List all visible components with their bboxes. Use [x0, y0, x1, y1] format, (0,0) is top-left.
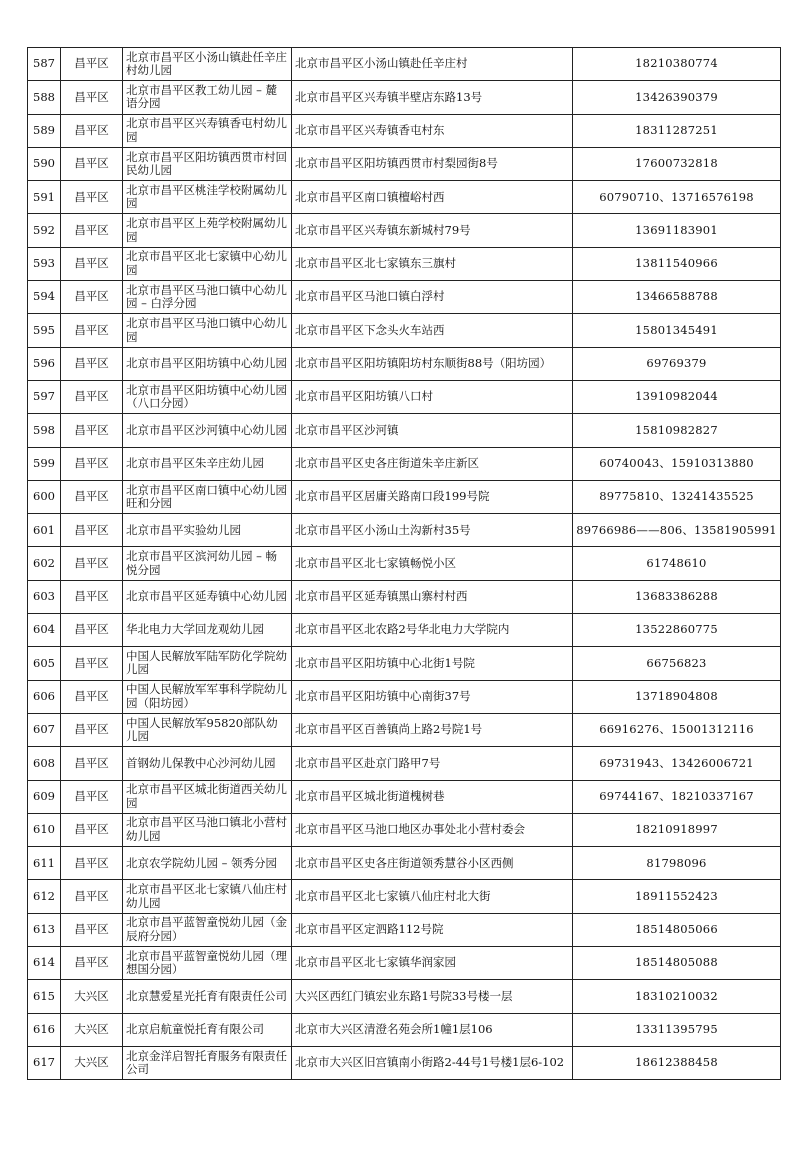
row-number: 604: [28, 614, 61, 647]
table-row: [28, 314, 781, 347]
table-row: [28, 147, 781, 180]
table-row: [28, 580, 781, 613]
table-row: [28, 81, 781, 114]
kindergarten-name-cell: 北京市昌平区桃洼学校附属幼儿园: [123, 181, 292, 214]
kindergarten-name-cell: 北京市昌平区阳坊镇西贯市村回民幼儿园: [123, 147, 292, 180]
address-cell: 北京市昌平区阳坊镇西贯市村梨园街8号: [292, 147, 573, 180]
district-cell: 昌平区: [61, 114, 123, 147]
phone-cell: 69744167、18210337167: [573, 780, 781, 813]
table-row: [28, 913, 781, 946]
address-cell: 北京市昌平区百善镇尚上路2号院1号: [292, 713, 573, 746]
row-number: 615: [28, 980, 61, 1013]
kindergarten-name-cell: 北京市昌平区延寿镇中心幼儿园: [123, 580, 292, 613]
address-cell: 北京市昌平区定泗路112号院: [292, 913, 573, 946]
kindergarten-name-cell: 北京市昌平区沙河镇中心幼儿园: [123, 414, 292, 447]
address-cell: 北京市昌平区南口镇檀峪村西: [292, 181, 573, 214]
kindergarten-name-cell: 北京市昌平区教工幼儿园 – 麓语分园: [123, 81, 292, 114]
kindergarten-name-cell: 北京金洋启智托育服务有限责任公司: [123, 1046, 292, 1079]
address-cell: 北京市昌平区史各庄街道朱辛庄新区: [292, 447, 573, 480]
row-number: 592: [28, 214, 61, 247]
address-cell: 北京市昌平区阳坊镇中心南街37号: [292, 680, 573, 713]
kindergarten-name-cell: 北京市昌平区城北街道西关幼儿园: [123, 780, 292, 813]
address-cell: 北京市昌平区北七家镇东三旗村: [292, 247, 573, 280]
address-cell: 北京市昌平区史各庄街道领秀慧谷小区西侧: [292, 847, 573, 880]
district-cell: 昌平区: [61, 181, 123, 214]
table-row: [28, 614, 781, 647]
phone-cell: 61748610: [573, 547, 781, 580]
row-number: 610: [28, 813, 61, 846]
table-row: [28, 947, 781, 980]
row-number: 608: [28, 747, 61, 780]
table-row: [28, 1013, 781, 1046]
district-cell: 昌平区: [61, 214, 123, 247]
kindergarten-name-cell: 华北电力大学回龙观幼儿园: [123, 614, 292, 647]
kindergarten-name-cell: 北京市昌平区北七家镇中心幼儿园: [123, 247, 292, 280]
table-row: [28, 647, 781, 680]
table-row: [28, 813, 781, 846]
phone-cell: 18514805066: [573, 913, 781, 946]
district-cell: 大兴区: [61, 1046, 123, 1079]
kindergarten-name-cell: 北京市昌平区阳坊镇中心幼儿园: [123, 347, 292, 380]
phone-cell: 15810982827: [573, 414, 781, 447]
phone-cell: 13311395795: [573, 1013, 781, 1046]
phone-cell: 69769379: [573, 347, 781, 380]
row-number: 614: [28, 947, 61, 980]
row-number: 613: [28, 913, 61, 946]
district-cell: 昌平区: [61, 48, 123, 81]
address-cell: 北京市昌平区小汤山镇赴任辛庄村: [292, 48, 573, 81]
table-row: [28, 980, 781, 1013]
phone-cell: 89766986——806、13581905991: [573, 514, 781, 547]
district-cell: 昌平区: [61, 380, 123, 413]
phone-cell: 66916276、15001312116: [573, 713, 781, 746]
phone-cell: 60790710、13716576198: [573, 181, 781, 214]
phone-cell: 13691183901: [573, 214, 781, 247]
row-number: 601: [28, 514, 61, 547]
address-cell: 北京市昌平区兴寿镇香屯村东: [292, 114, 573, 147]
row-number: 598: [28, 414, 61, 447]
kindergarten-name-cell: 北京市昌平区北七家镇八仙庄村幼儿园: [123, 880, 292, 913]
row-number: 593: [28, 247, 61, 280]
district-cell: 昌平区: [61, 414, 123, 447]
address-cell: 北京市昌平区北七家镇八仙庄村北大街: [292, 880, 573, 913]
table-row: [28, 1046, 781, 1079]
district-cell: 昌平区: [61, 580, 123, 613]
table-row: [28, 547, 781, 580]
address-cell: 北京市大兴区清澄名苑会所1幢1层106: [292, 1013, 573, 1046]
row-number: 612: [28, 880, 61, 913]
table-row: [28, 480, 781, 513]
district-cell: 昌平区: [61, 847, 123, 880]
table-row: [28, 347, 781, 380]
address-cell: 北京市昌平区兴寿镇东新城村79号: [292, 214, 573, 247]
table-row: [28, 880, 781, 913]
kindergarten-name-cell: 北京市昌平区马池口镇中心幼儿园 – 白浮分园: [123, 281, 292, 314]
table-row: [28, 114, 781, 147]
kindergarten-name-cell: 北京启航童悦托育有限公司: [123, 1013, 292, 1046]
district-cell: 昌平区: [61, 780, 123, 813]
row-number: 606: [28, 680, 61, 713]
row-number: 590: [28, 147, 61, 180]
address-cell: 北京市昌平区马池口镇白浮村: [292, 281, 573, 314]
phone-cell: 13426390379: [573, 81, 781, 114]
table-row: [28, 514, 781, 547]
phone-cell: 13466588788: [573, 281, 781, 314]
phone-cell: 18911552423: [573, 880, 781, 913]
kindergarten-name-cell: 北京慧爱星光托育有限责任公司: [123, 980, 292, 1013]
table-row: [28, 680, 781, 713]
table-row: [28, 214, 781, 247]
phone-cell: 18514805088: [573, 947, 781, 980]
row-number: 589: [28, 114, 61, 147]
row-number: 600: [28, 480, 61, 513]
row-number: 605: [28, 647, 61, 680]
table-row: [28, 181, 781, 214]
district-cell: 昌平区: [61, 713, 123, 746]
address-cell: 北京市昌平区阳坊镇阳坊村东顺街88号（阳坊园）: [292, 347, 573, 380]
row-number: 597: [28, 380, 61, 413]
row-number: 602: [28, 547, 61, 580]
phone-cell: 66756823: [573, 647, 781, 680]
address-cell: 北京市昌平区北农路2号华北电力大学院内: [292, 614, 573, 647]
table-body: [28, 48, 781, 1080]
district-cell: 昌平区: [61, 813, 123, 846]
address-cell: 北京市大兴区旧宫镇南小街路2-44号1号楼1层6-102: [292, 1046, 573, 1079]
address-cell: 北京市昌平区北七家镇华润家园: [292, 947, 573, 980]
address-cell: 北京市昌平区居庸关路南口段199号院: [292, 480, 573, 513]
address-cell: 北京市昌平区下念头火车站西: [292, 314, 573, 347]
kindergarten-name-cell: 中国人民解放军陆军防化学院幼儿园: [123, 647, 292, 680]
address-cell: 北京市昌平区阳坊镇中心北街1号院: [292, 647, 573, 680]
address-cell: 北京市昌平区马池口地区办事处北小营村委会: [292, 813, 573, 846]
district-cell: 昌平区: [61, 514, 123, 547]
row-number: 616: [28, 1013, 61, 1046]
phone-cell: 13683386288: [573, 580, 781, 613]
kindergarten-name-cell: 北京市昌平实验幼儿园: [123, 514, 292, 547]
district-cell: 昌平区: [61, 314, 123, 347]
phone-cell: 18612388458: [573, 1046, 781, 1079]
kindergarten-table: [27, 47, 781, 1080]
phone-cell: 81798096: [573, 847, 781, 880]
phone-cell: 15801345491: [573, 314, 781, 347]
district-cell: 昌平区: [61, 147, 123, 180]
district-cell: 昌平区: [61, 913, 123, 946]
kindergarten-name-cell: 北京市昌平区马池口镇北小营村幼儿园: [123, 813, 292, 846]
phone-cell: 13910982044: [573, 380, 781, 413]
row-number: 596: [28, 347, 61, 380]
address-cell: 北京市昌平区赴京门路甲7号: [292, 747, 573, 780]
kindergarten-name-cell: 北京市昌平蓝智童悦幼儿园（理想国分园）: [123, 947, 292, 980]
phone-cell: 18210918997: [573, 813, 781, 846]
kindergarten-name-cell: 北京市昌平区南口镇中心幼儿园旺和分园: [123, 480, 292, 513]
district-cell: 大兴区: [61, 980, 123, 1013]
address-cell: 北京市昌平区北七家镇畅悦小区: [292, 547, 573, 580]
district-cell: 昌平区: [61, 880, 123, 913]
kindergarten-name-cell: 中国人民解放军95820部队幼儿园: [123, 713, 292, 746]
row-number: 587: [28, 48, 61, 81]
phone-cell: 89775810、13241435525: [573, 480, 781, 513]
phone-cell: 18210380774: [573, 48, 781, 81]
phone-cell: 13811540966: [573, 247, 781, 280]
district-cell: 昌平区: [61, 447, 123, 480]
kindergarten-name-cell: 北京市昌平区兴寿镇香屯村幼儿园: [123, 114, 292, 147]
phone-cell: 69731943、13426006721: [573, 747, 781, 780]
table-row: [28, 747, 781, 780]
table-row: [28, 281, 781, 314]
district-cell: 昌平区: [61, 347, 123, 380]
kindergarten-name-cell: 北京农学院幼儿园 – 领秀分园: [123, 847, 292, 880]
row-number: 611: [28, 847, 61, 880]
phone-cell: 60740043、15910313880: [573, 447, 781, 480]
row-number: 607: [28, 713, 61, 746]
table-row: [28, 414, 781, 447]
district-cell: 昌平区: [61, 680, 123, 713]
address-cell: 北京市昌平区小汤山土沟新村35号: [292, 514, 573, 547]
row-number: 595: [28, 314, 61, 347]
row-number: 591: [28, 181, 61, 214]
table-row: [28, 713, 781, 746]
district-cell: 昌平区: [61, 81, 123, 114]
district-cell: 昌平区: [61, 747, 123, 780]
address-cell: 北京市昌平区城北街道槐树巷: [292, 780, 573, 813]
table-row: [28, 847, 781, 880]
address-cell: 北京市昌平区延寿镇黑山寨村村西: [292, 580, 573, 613]
district-cell: 昌平区: [61, 614, 123, 647]
table-row: [28, 380, 781, 413]
phone-cell: 13718904808: [573, 680, 781, 713]
table-row: [28, 48, 781, 81]
kindergarten-name-cell: 北京市昌平区阳坊镇中心幼儿园（八口分园）: [123, 380, 292, 413]
table-row: [28, 447, 781, 480]
phone-cell: 18311287251: [573, 114, 781, 147]
kindergarten-name-cell: 北京市昌平蓝智童悦幼儿园（金辰府分园）: [123, 913, 292, 946]
district-cell: 昌平区: [61, 480, 123, 513]
district-cell: 昌平区: [61, 247, 123, 280]
row-number: 609: [28, 780, 61, 813]
district-cell: 昌平区: [61, 647, 123, 680]
phone-cell: 13522860775: [573, 614, 781, 647]
kindergarten-name-cell: 北京市昌平区马池口镇中心幼儿园: [123, 314, 292, 347]
row-number: 599: [28, 447, 61, 480]
kindergarten-name-cell: 北京市昌平区小汤山镇赴任辛庄村幼儿园: [123, 48, 292, 81]
row-number: 603: [28, 580, 61, 613]
row-number: 594: [28, 281, 61, 314]
district-cell: 大兴区: [61, 1013, 123, 1046]
district-cell: 昌平区: [61, 281, 123, 314]
district-cell: 昌平区: [61, 547, 123, 580]
phone-cell: 17600732818: [573, 147, 781, 180]
kindergarten-name-cell: 北京市昌平区朱辛庄幼儿园: [123, 447, 292, 480]
address-cell: 北京市昌平区阳坊镇八口村: [292, 380, 573, 413]
row-number: 588: [28, 81, 61, 114]
kindergarten-name-cell: 中国人民解放军军事科学院幼儿园（阳坊园）: [123, 680, 292, 713]
kindergarten-name-cell: 北京市昌平区上苑学校附属幼儿园: [123, 214, 292, 247]
address-cell: 北京市昌平区兴寿镇半壁店东路13号: [292, 81, 573, 114]
kindergarten-name-cell: 北京市昌平区滨河幼儿园 – 畅悦分园: [123, 547, 292, 580]
table-row: [28, 780, 781, 813]
address-cell: 北京市昌平区沙河镇: [292, 414, 573, 447]
address-cell: 大兴区西红门镇宏业东路1号院33号楼一层: [292, 980, 573, 1013]
kindergarten-name-cell: 首钢幼儿保教中心沙河幼儿园: [123, 747, 292, 780]
district-cell: 昌平区: [61, 947, 123, 980]
phone-cell: 18310210032: [573, 980, 781, 1013]
table-row: [28, 247, 781, 280]
row-number: 617: [28, 1046, 61, 1079]
